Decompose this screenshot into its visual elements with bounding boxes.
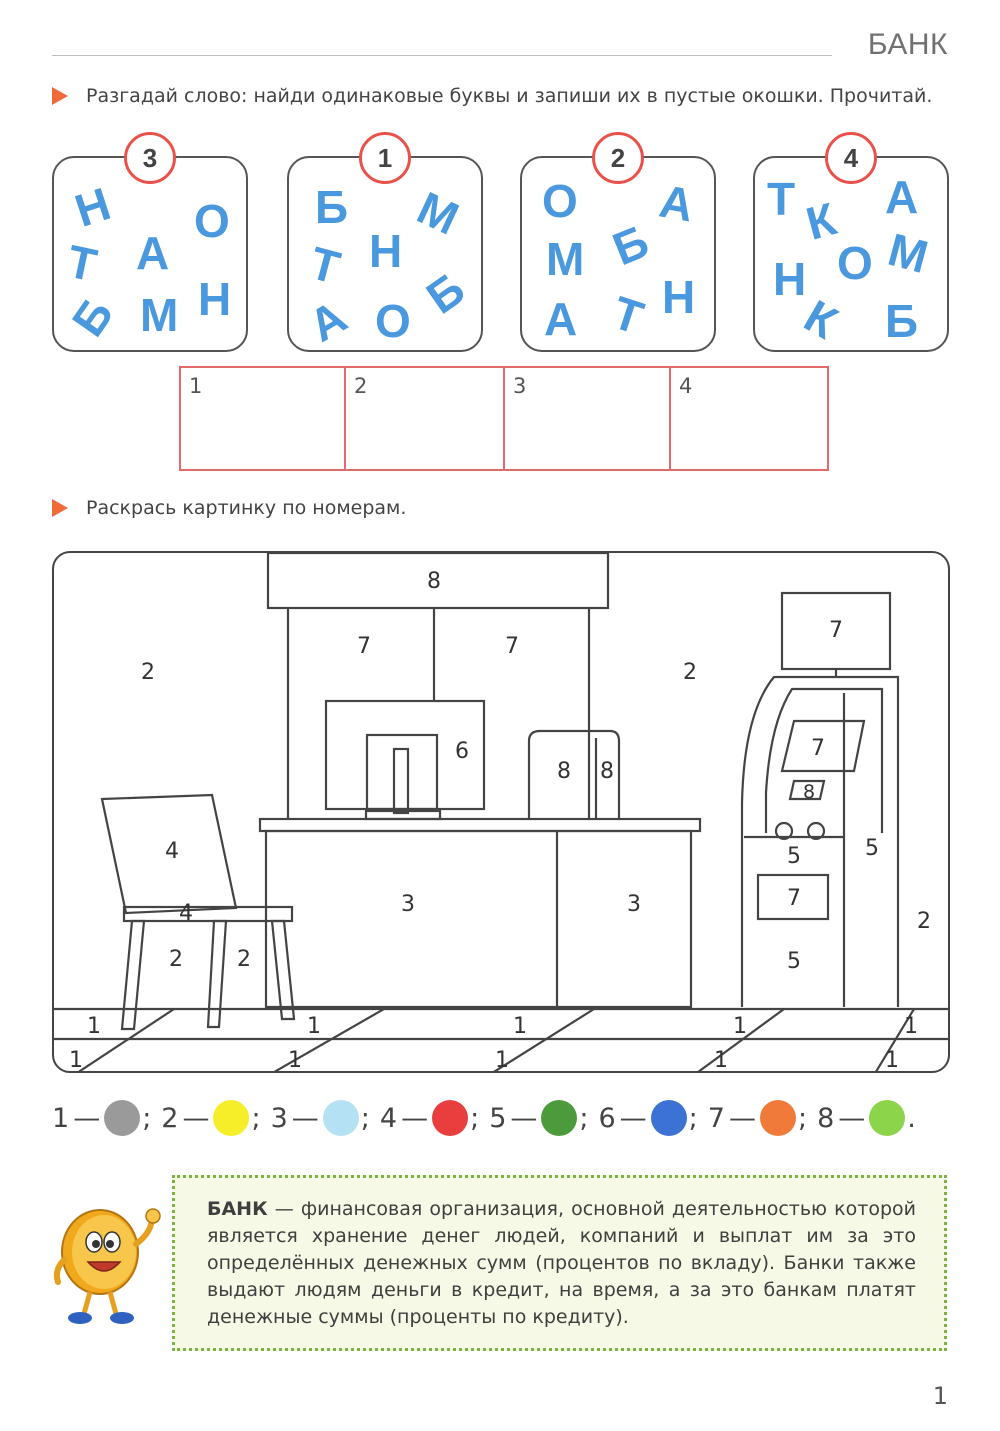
region-number: 5 xyxy=(865,836,879,861)
card-number: 1 xyxy=(359,132,411,184)
card-letter: А xyxy=(655,174,698,232)
legend-separator: . xyxy=(907,1102,916,1134)
task-2-text: Раскрась картинку по номерам. xyxy=(86,497,407,519)
card-letter: О xyxy=(375,295,411,347)
card-letter: А xyxy=(885,171,919,223)
region-number: 8 xyxy=(557,759,571,784)
answer-box-3[interactable]: 3 xyxy=(505,368,671,469)
card-letter: Б xyxy=(315,181,349,233)
definition-text: — финансовая организация, основной деятельностью которой является хранение денег людей, компаний и выплат им за это определённых денежных сумм (процентов по вкладу). Банки также выдают людям деньги в кредит, на время, а за это банкам платят денежные суммы (проценты по кредиту). xyxy=(207,1198,916,1328)
region-number: 1 xyxy=(733,1014,747,1039)
legend-separator: ; xyxy=(470,1102,480,1134)
card-letter: М xyxy=(140,289,179,341)
legend-dash: — xyxy=(510,1102,538,1134)
legend-item xyxy=(271,1100,380,1136)
card-number: 4 xyxy=(825,132,877,184)
card-letter: М xyxy=(882,222,934,284)
region-number: 7 xyxy=(505,634,519,659)
card-letter: Н xyxy=(662,271,696,323)
card-letter: А xyxy=(300,290,356,352)
region-number: 2 xyxy=(169,947,183,972)
desk-shape[interactable] xyxy=(266,831,691,1007)
letter-card-3 xyxy=(520,142,716,352)
legend-dash: — xyxy=(73,1102,101,1134)
region-number: 1 xyxy=(307,1014,321,1039)
letter-card-4 xyxy=(753,142,949,352)
region-number: 7 xyxy=(357,634,371,659)
card-letter: Б xyxy=(605,214,656,276)
legend-dash: — xyxy=(728,1102,756,1134)
region-number: 1 xyxy=(495,1048,509,1073)
legend-number: 8 xyxy=(817,1102,835,1134)
legend-number: 1 xyxy=(52,1102,70,1134)
legend-separator: ; xyxy=(142,1102,152,1134)
definition-term: БАНК xyxy=(207,1198,268,1220)
card-letter: Н xyxy=(369,225,403,277)
region-number: 8 xyxy=(802,781,816,803)
color-dot xyxy=(541,1100,577,1136)
region-number: 7 xyxy=(811,736,825,761)
region-number: 1 xyxy=(904,1014,918,1039)
card-letter: Б xyxy=(61,288,124,346)
legend-item xyxy=(380,1100,489,1136)
card-letter: Н xyxy=(773,253,807,305)
legend-dash: — xyxy=(619,1102,647,1134)
region-number: 8 xyxy=(427,569,441,594)
answer-boxes xyxy=(179,366,829,471)
task-1-instruction xyxy=(52,85,932,107)
legend-dash: — xyxy=(401,1102,429,1134)
card-letter: О xyxy=(542,175,578,227)
card-letter: Б xyxy=(417,262,474,324)
card-letter: Т xyxy=(767,173,796,225)
card-letter: А xyxy=(136,227,170,279)
color-dot xyxy=(432,1100,468,1136)
legend-number: 3 xyxy=(270,1102,288,1134)
card-letter: М xyxy=(409,181,467,245)
legend-number: 4 xyxy=(379,1102,398,1134)
region-number: 5 xyxy=(787,949,801,974)
color-dot xyxy=(651,1100,687,1136)
card-letter: М xyxy=(546,233,585,285)
page-title: БАНК xyxy=(867,28,948,61)
header-divider xyxy=(52,55,832,56)
card-letter: Б xyxy=(885,295,919,347)
region-number: 4 xyxy=(179,901,193,926)
region-number: 7 xyxy=(829,618,843,643)
bank-interior-drawing xyxy=(54,553,950,1073)
region-number: 2 xyxy=(917,909,931,934)
color-dot xyxy=(323,1100,359,1136)
color-dot xyxy=(760,1100,796,1136)
card-letter: О xyxy=(837,237,873,289)
card-letter: Т xyxy=(606,285,650,345)
legend-separator: ; xyxy=(579,1102,589,1134)
legend-number: 5 xyxy=(489,1102,507,1134)
letter-card-2 xyxy=(287,142,483,352)
legend-item xyxy=(161,1100,270,1136)
card-letter: Н xyxy=(68,177,117,237)
legend-separator: ; xyxy=(360,1102,370,1134)
region-number: 1 xyxy=(714,1048,728,1073)
legend-dash: — xyxy=(838,1102,866,1134)
legend-number: 7 xyxy=(707,1102,725,1134)
answer-box-4[interactable]: 4 xyxy=(679,374,693,398)
region-number: 2 xyxy=(237,947,251,972)
legend-dash: — xyxy=(291,1102,319,1134)
color-dot xyxy=(869,1100,905,1136)
legend-dash: — xyxy=(182,1102,210,1134)
triangle-bullet-icon xyxy=(52,499,68,517)
color-dot xyxy=(104,1100,140,1136)
color-dot xyxy=(213,1100,249,1136)
legend-separator: ; xyxy=(797,1102,808,1134)
region-number: 1 xyxy=(69,1048,83,1073)
region-number: 8 xyxy=(600,759,614,784)
answer-box-2[interactable]: 2 xyxy=(346,368,505,469)
region-number: 7 xyxy=(787,886,801,911)
card-letter: Т xyxy=(62,234,102,292)
legend-number: 2 xyxy=(161,1102,179,1134)
page-number: 1 xyxy=(932,1382,948,1410)
region-number: 5 xyxy=(787,844,801,869)
coloring-picture xyxy=(52,551,950,1073)
answer-box-1[interactable]: 1 xyxy=(181,368,346,469)
letter-card-1 xyxy=(52,142,248,352)
task-1-text: Разгадай слово: найди одинаковые буквы и запиши их в пустые окошки. Прочитай. xyxy=(86,85,933,107)
coin-mascot-icon xyxy=(50,1200,165,1330)
card-letter: О xyxy=(194,195,230,247)
region-number: 1 xyxy=(885,1048,899,1073)
color-legend xyxy=(52,1100,926,1136)
legend-item xyxy=(817,1100,926,1136)
legend-number: 6 xyxy=(598,1102,616,1134)
card-number: 2 xyxy=(592,132,644,184)
region-number: 1 xyxy=(288,1048,302,1073)
legend-separator: ; xyxy=(251,1102,261,1134)
card-letter: К xyxy=(800,192,842,250)
card-letter: Т xyxy=(304,236,346,294)
region-number: 2 xyxy=(141,660,155,685)
card-number: 3 xyxy=(124,132,176,184)
card-letter: А xyxy=(544,293,578,345)
region-number: 2 xyxy=(683,660,697,685)
definition-box xyxy=(172,1175,947,1351)
card-letter: К xyxy=(795,289,847,349)
region-number: 1 xyxy=(513,1014,527,1039)
region-number: 1 xyxy=(87,1014,101,1039)
triangle-bullet-icon xyxy=(52,87,68,105)
region-number: 6 xyxy=(455,739,469,764)
legend-item xyxy=(52,1100,161,1136)
legend-item xyxy=(489,1100,598,1136)
card-letter: Н xyxy=(198,273,232,325)
legend-item xyxy=(598,1100,707,1136)
region-number: 3 xyxy=(627,892,641,917)
legend-item xyxy=(708,1100,817,1136)
region-number: 3 xyxy=(401,892,415,917)
legend-separator: ; xyxy=(688,1102,698,1134)
region-number: 4 xyxy=(165,839,179,864)
task-2-instruction xyxy=(52,497,406,519)
